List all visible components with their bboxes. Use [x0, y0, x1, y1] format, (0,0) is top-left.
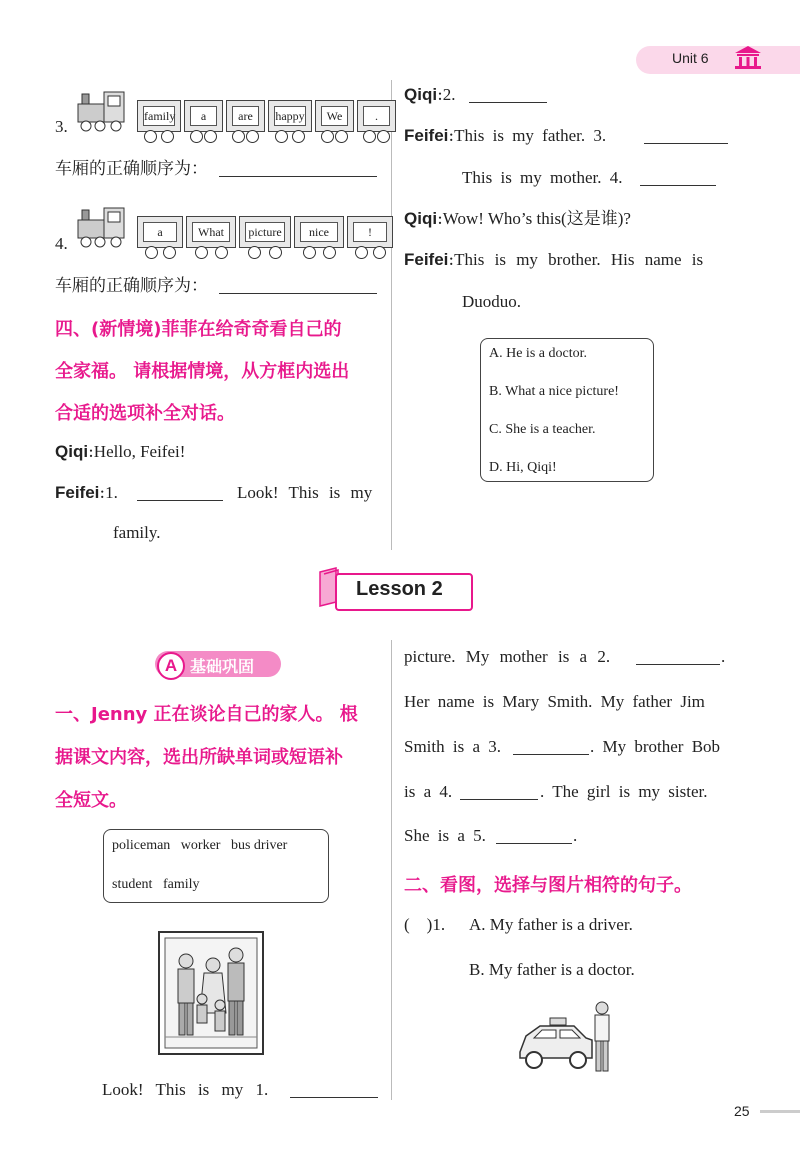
section4-instruction: 全家福。 请根据情境，从方框内选出 [55, 361, 350, 382]
speaker: Feifei [404, 250, 449, 269]
speaker: Feifei [404, 126, 449, 145]
dialogue-text: 2. [442, 85, 456, 104]
train-car [239, 216, 291, 248]
car-word: nice [300, 222, 338, 242]
answer-blank[interactable] [219, 277, 377, 294]
train-car [226, 100, 265, 132]
q4-number: 4. [55, 234, 68, 253]
order-label: 车厢的正确顺序为： [55, 276, 208, 295]
car-word: We [321, 106, 348, 126]
option-item: B. What a nice picture! [489, 384, 619, 399]
speaker: Feifei [55, 483, 100, 502]
dialogue-text: This is my father. 3. [454, 126, 607, 145]
answer-blank[interactable] [513, 738, 589, 755]
option-item: D. Hi, Qiqi! [489, 460, 557, 475]
question-number: ( )1. [404, 915, 446, 934]
choice-a: A. My father is a driver. [469, 915, 633, 934]
answer-blank[interactable] [496, 827, 572, 844]
family-photo-image [158, 931, 264, 1055]
train-q3 [74, 88, 396, 132]
answer-blank[interactable] [460, 783, 538, 800]
passage-line: Smith is a 3. [404, 737, 502, 756]
section1-instruction: 全短文。 [55, 790, 127, 811]
dialogue-line: Feifei:This is my father. 3. [404, 126, 607, 146]
passage-line: is a 4. [404, 782, 453, 801]
dialogue-text: Wow! Who’s this(这是谁)? [442, 209, 631, 228]
passage-line: Her name is Mary Smith. My father Jim [404, 692, 705, 711]
dialogue-text: Look! This is my [237, 483, 373, 502]
car-word: a [190, 106, 217, 126]
train-q4 [74, 204, 393, 248]
train-car [268, 100, 312, 132]
section4-instruction: 四、(新情境)菲菲在给奇奇看自己的 [55, 319, 342, 340]
train-car [315, 100, 354, 132]
train-car [294, 216, 344, 248]
car-word: . [363, 106, 390, 126]
passage-line: . The girl is my sister. [540, 782, 708, 801]
dialogue-number: 1. [105, 483, 118, 502]
section1-instruction: 一、Jenny 正在谈论自己的家人。 根 [55, 704, 358, 725]
train-car [186, 216, 236, 248]
q3-number: 3. [55, 117, 68, 136]
train-car [137, 100, 181, 132]
lesson-title: Lesson 2 [356, 578, 443, 600]
dialogue-line: Qiqi:Hello, Feifei! [55, 442, 186, 462]
answer-blank[interactable] [640, 169, 716, 186]
section2-instruction: 二、看图，选择与图片相符的句子。 [404, 875, 692, 896]
dialogue-line: Feifei:1. [55, 483, 118, 503]
dialogue-text: Duoduo. [462, 292, 522, 311]
car-word: are [232, 106, 259, 126]
section-a-letter: A [157, 652, 185, 680]
page-number: 25 [734, 1103, 750, 1119]
section1-instruction: 据课文内容，选出所缺单词或短语补 [55, 747, 343, 768]
locomotive-icon [74, 88, 134, 132]
speaker: Qiqi [55, 442, 89, 461]
temple-icon [733, 44, 763, 70]
order-label: 车厢的正确顺序为： [55, 159, 208, 178]
car-word: a [143, 222, 177, 242]
passage-line: . My brother Bob [590, 737, 721, 756]
train-car [357, 100, 396, 132]
train-car [347, 216, 393, 248]
column-divider [391, 640, 392, 1100]
car-word: ! [353, 222, 387, 242]
word-bank-box [103, 829, 329, 903]
choice-b: B. My father is a doctor. [469, 960, 635, 979]
answer-blank[interactable] [137, 484, 223, 501]
train-car [184, 100, 223, 132]
dialogue-line: Qiqi:Wow! Who’s this(这是谁)? [404, 209, 631, 229]
car-word: family [143, 106, 175, 126]
car-word: picture [245, 222, 285, 242]
word-bank-row: policeman worker bus driver [112, 838, 288, 853]
answer-blank[interactable] [219, 160, 377, 177]
unit-label: Unit 6 [672, 50, 709, 66]
section4-instruction: 合适的选项补全对话。 [55, 403, 235, 424]
dialogue-line: Feifei:This is my brother. His name is [404, 250, 704, 270]
dialogue-text: Hello, Feifei! [93, 442, 186, 461]
word-bank-row: student family [112, 877, 200, 892]
options-box [480, 338, 654, 482]
answer-blank[interactable] [636, 648, 720, 665]
column-divider [391, 80, 392, 550]
locomotive-icon [74, 204, 134, 248]
speaker: Qiqi [404, 85, 438, 104]
option-item: A. He is a doctor. [489, 346, 587, 361]
dialogue-text: This is my brother. His name is [454, 250, 704, 269]
answer-blank[interactable] [290, 1081, 378, 1098]
car-word: What [192, 222, 230, 242]
dialogue-text: family. [113, 523, 161, 542]
footer-rule [760, 1110, 800, 1113]
section-a-title: 基础巩固 [190, 657, 255, 676]
answer-blank[interactable] [644, 127, 728, 144]
passage-punct: . [721, 647, 726, 666]
unit-header-tab [636, 46, 800, 74]
speaker: Qiqi [404, 209, 438, 228]
passage-line: Look! This is my 1. [102, 1080, 269, 1099]
car-word: happy [274, 106, 306, 126]
answer-blank[interactable] [469, 86, 547, 103]
passage-punct: . [573, 826, 578, 845]
train-car [137, 216, 183, 248]
dialogue-line: Qiqi:2. [404, 85, 456, 105]
taxi-driver-image [516, 1000, 620, 1076]
passage-line: picture. My mother is a 2. [404, 647, 611, 666]
passage-line: She is a 5. [404, 826, 486, 845]
dialogue-text: This is my mother. 4. [462, 168, 623, 187]
option-item: C. She is a teacher. [489, 422, 596, 437]
